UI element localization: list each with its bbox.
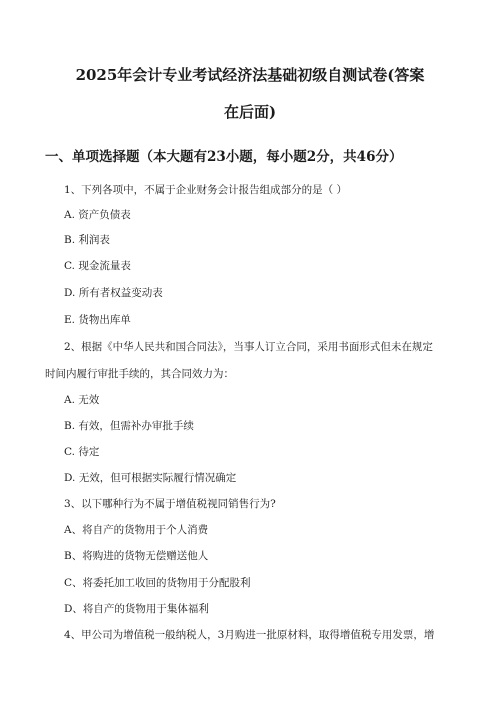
question-4-stem: 4、甲公司为增值税一般纳税人，3月购进一批原材料，取得增值税专用发票，增 [64,629,435,641]
question-2-option-a: A. 无效 [64,394,100,406]
question-2-stem-continued: 时间内履行审批手续的，其合同效力为： [45,368,234,380]
question-3-stem: 3、以下哪种行为不属于增值税视同销售行为? [64,498,276,510]
document-title-line-1: 2025年会计专业考试经济法基础初级自测试卷(答案 [75,66,425,84]
question-3-option-b: B、将购进的货物无偿赠送他人 [64,550,209,562]
question-1-stem: 1、下列各项中，不属于企业财务会计报告组成部分的是（ ） [64,184,348,196]
question-1-option-e: E. 货物出库单 [64,314,131,326]
question-3-option-c: C、将委托加工收回的货物用于分配股利 [64,577,251,589]
question-1-option-a: A. 资产负债表 [64,209,131,221]
question-3-option-d: D、将自产的货物用于集体福利 [64,603,209,615]
question-2-option-b: B. 有效，但需补办审批手续 [64,420,194,432]
section-heading: 一、单项选择题（本大题有23小题，每小题2分，共46分） [45,149,403,165]
question-1-option-b: B. 利润表 [64,234,110,246]
document-title-line-2: 在后面) [223,103,277,121]
question-1-option-c: C. 现金流量表 [64,260,131,272]
question-2-option-d: D. 无效，但可根据实际履行情况确定 [64,472,237,484]
question-2-option-c: C. 待定 [64,446,100,458]
question-1-option-d: D. 所有者权益变动表 [64,287,163,299]
question-2-stem: 2、根据《中华人民共和国合同法》，当事人订立合同，采用书面形式但未在规定 [64,341,433,353]
question-3-option-a: A、将自产的货物用于个人消费 [64,524,209,536]
